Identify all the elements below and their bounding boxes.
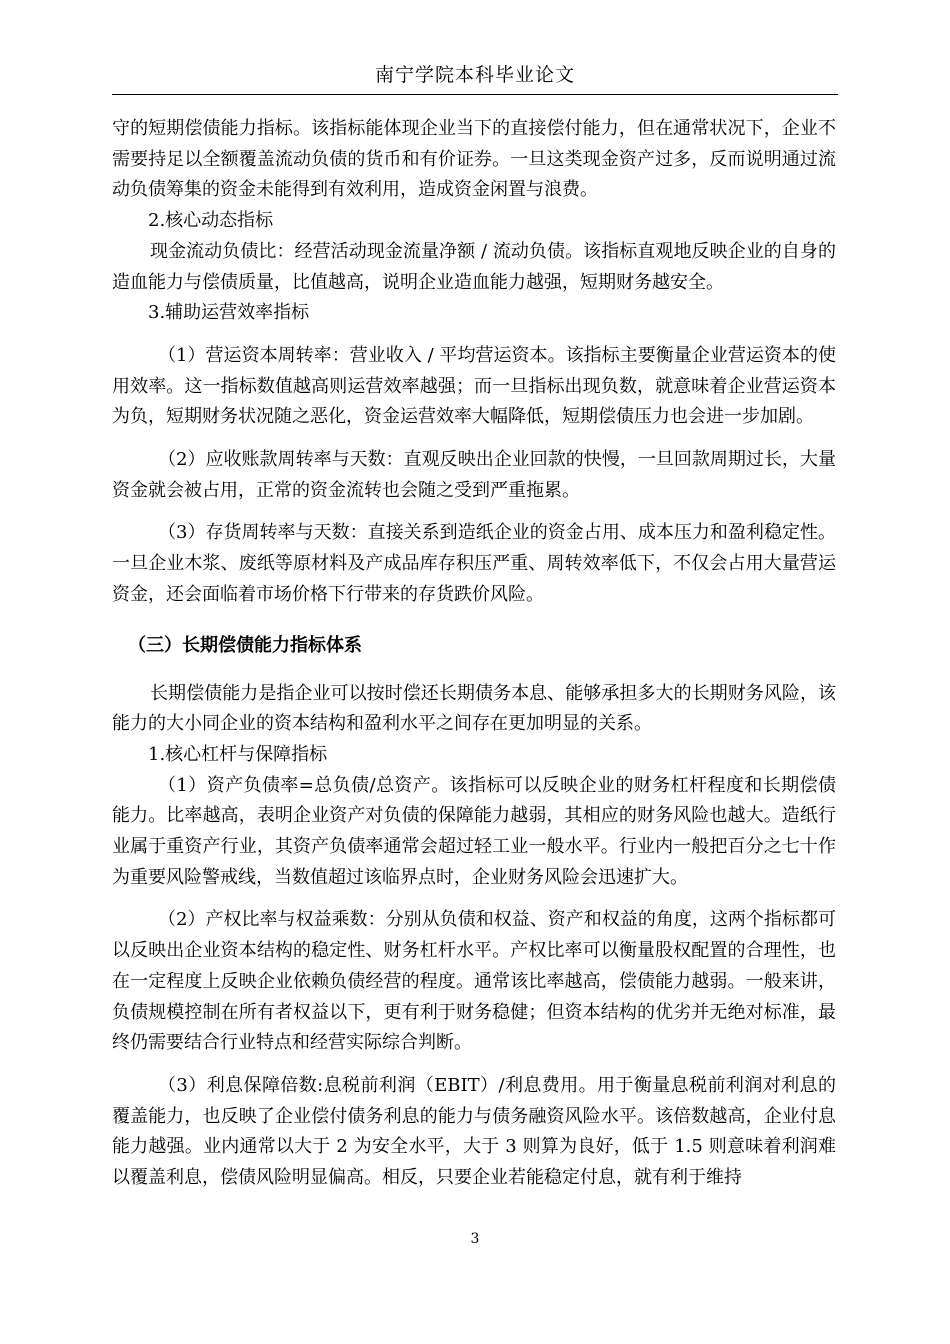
paragraph-receivables-turnover: （2）应收账款周转率与天数：直观反映出企业回款的快慢，一旦回款周期过长，大量资金就会被占用，正常的资金流转也会随之受到严重拖累。 — [112, 449, 836, 501]
page-number: 3 — [470, 1231, 480, 1247]
header-divider — [112, 94, 838, 95]
paragraph-working-capital-turnover: （1）营运资本周转率：营业收入 / 平均营运资本。该指标主要衡量企业营运资本的使用效率。这一指标数值越高则运营效率越强；而一旦指标出现负数，就意味着企业营运资本为负，短期财务状况随之恶化，资金运营效率大幅降低，短期偿债压力也会进一步加剧。 — [112, 344, 836, 428]
paragraph-continued: 守的短期偿债能力指标。该指标能体现企业当下的直接偿付能力，但在通常状况下，企业不需要持足以全额覆盖流动负债的货币和有价证券。一旦这类现金资产过多，反而说明通过流动负债筹集的资金未能得到有效利用，造成资金闲置与浪费。 — [112, 118, 836, 201]
paragraph-cash-flow-ratio: 现金流动负债比：经营活动现金流量净额 / 流动负债。该指标直观地反映企业的自身的造血能力与偿债质量，比值越高，说明企业造血能力越强，短期财务越安全。 — [112, 240, 836, 293]
paragraph-equity-ratio: （2）产权比率与权益乘数：分别从负债和权益、资产和权益的角度，这两个指标都可以反映出企业资本结构的稳定性、财务杠杆水平。产权比率可以衡量股权配置的合理性，也在一定程度上反映企业依赖负债经营的程度。通常该比率越高，偿债能力越弱。一般来讲，负债规模控制在所有者权益以下，更有利于财务稳健；但资本结构的优劣并无绝对标准，最终仍需要结合行业特点和经营实际综合判断。 — [112, 909, 836, 1054]
paragraph-interest-coverage: （3）利息保障倍数:息税前利润（EBIT）/利息费用。用于衡量息税前利润对利息的覆盖能力，也反映了企业偿付债务利息的能力与债务融资风险水平。该倍数越高，企业付息能力越强。业内通常以大于 2 为安全水平，大于 3 则算为良好，低于 1.5 则意味着利润难以覆盖利息，偿债风险明显偏高。相反，只要企业若能稳定付息，就有利于维持 — [112, 1074, 836, 1189]
subheading-auxiliary-efficiency-indicators: 3.辅助运营效率指标 — [148, 302, 310, 324]
page-body — [112, 114, 836, 1194]
subheading-core-leverage-indicators: 1.核心杠杆与保障指标 — [148, 743, 328, 765]
paragraph-debt-asset-ratio: （1）资产负债率=总负债/总资产。该指标可以反映企业的财务杠杆程度和长期偿债能力。比率越高，表明企业资产对负债的保障能力越弱，其相应的财务风险也越大。造纸行业属于重资产行业，其资产负债率通常会超过轻工业一般水平。行业内一般把百分之七十作为重要风险警戒线，当数值超过该临界点时，企业财务风险会迅速扩大。 — [112, 774, 836, 888]
subheading-core-dynamic-indicators: 2.核心动态指标 — [148, 210, 274, 232]
paragraph-inventory-turnover: （3）存货周转率与天数：直接关系到造纸企业的资金占用、成本压力和盈利稳定性。一旦企业木浆、废纸等原材料及产成品库存积压严重、周转效率低下，不仅会占用大量营运资金，还会面临着市场价格下行带来的存货跌价风险。 — [112, 522, 836, 605]
section-heading-long-term-solvency: （三）长期偿债能力指标体系 — [128, 634, 362, 656]
paragraph-long-term-solvency-intro: 长期偿债能力是指企业可以按时偿还长期债务本息、能够承担多大的长期财务风险，该能力的大小同企业的资本结构和盈利水平之间存在更加明显的关系。 — [112, 682, 836, 735]
page-header-title: 南宁学院本科毕业论文 — [374, 64, 575, 86]
